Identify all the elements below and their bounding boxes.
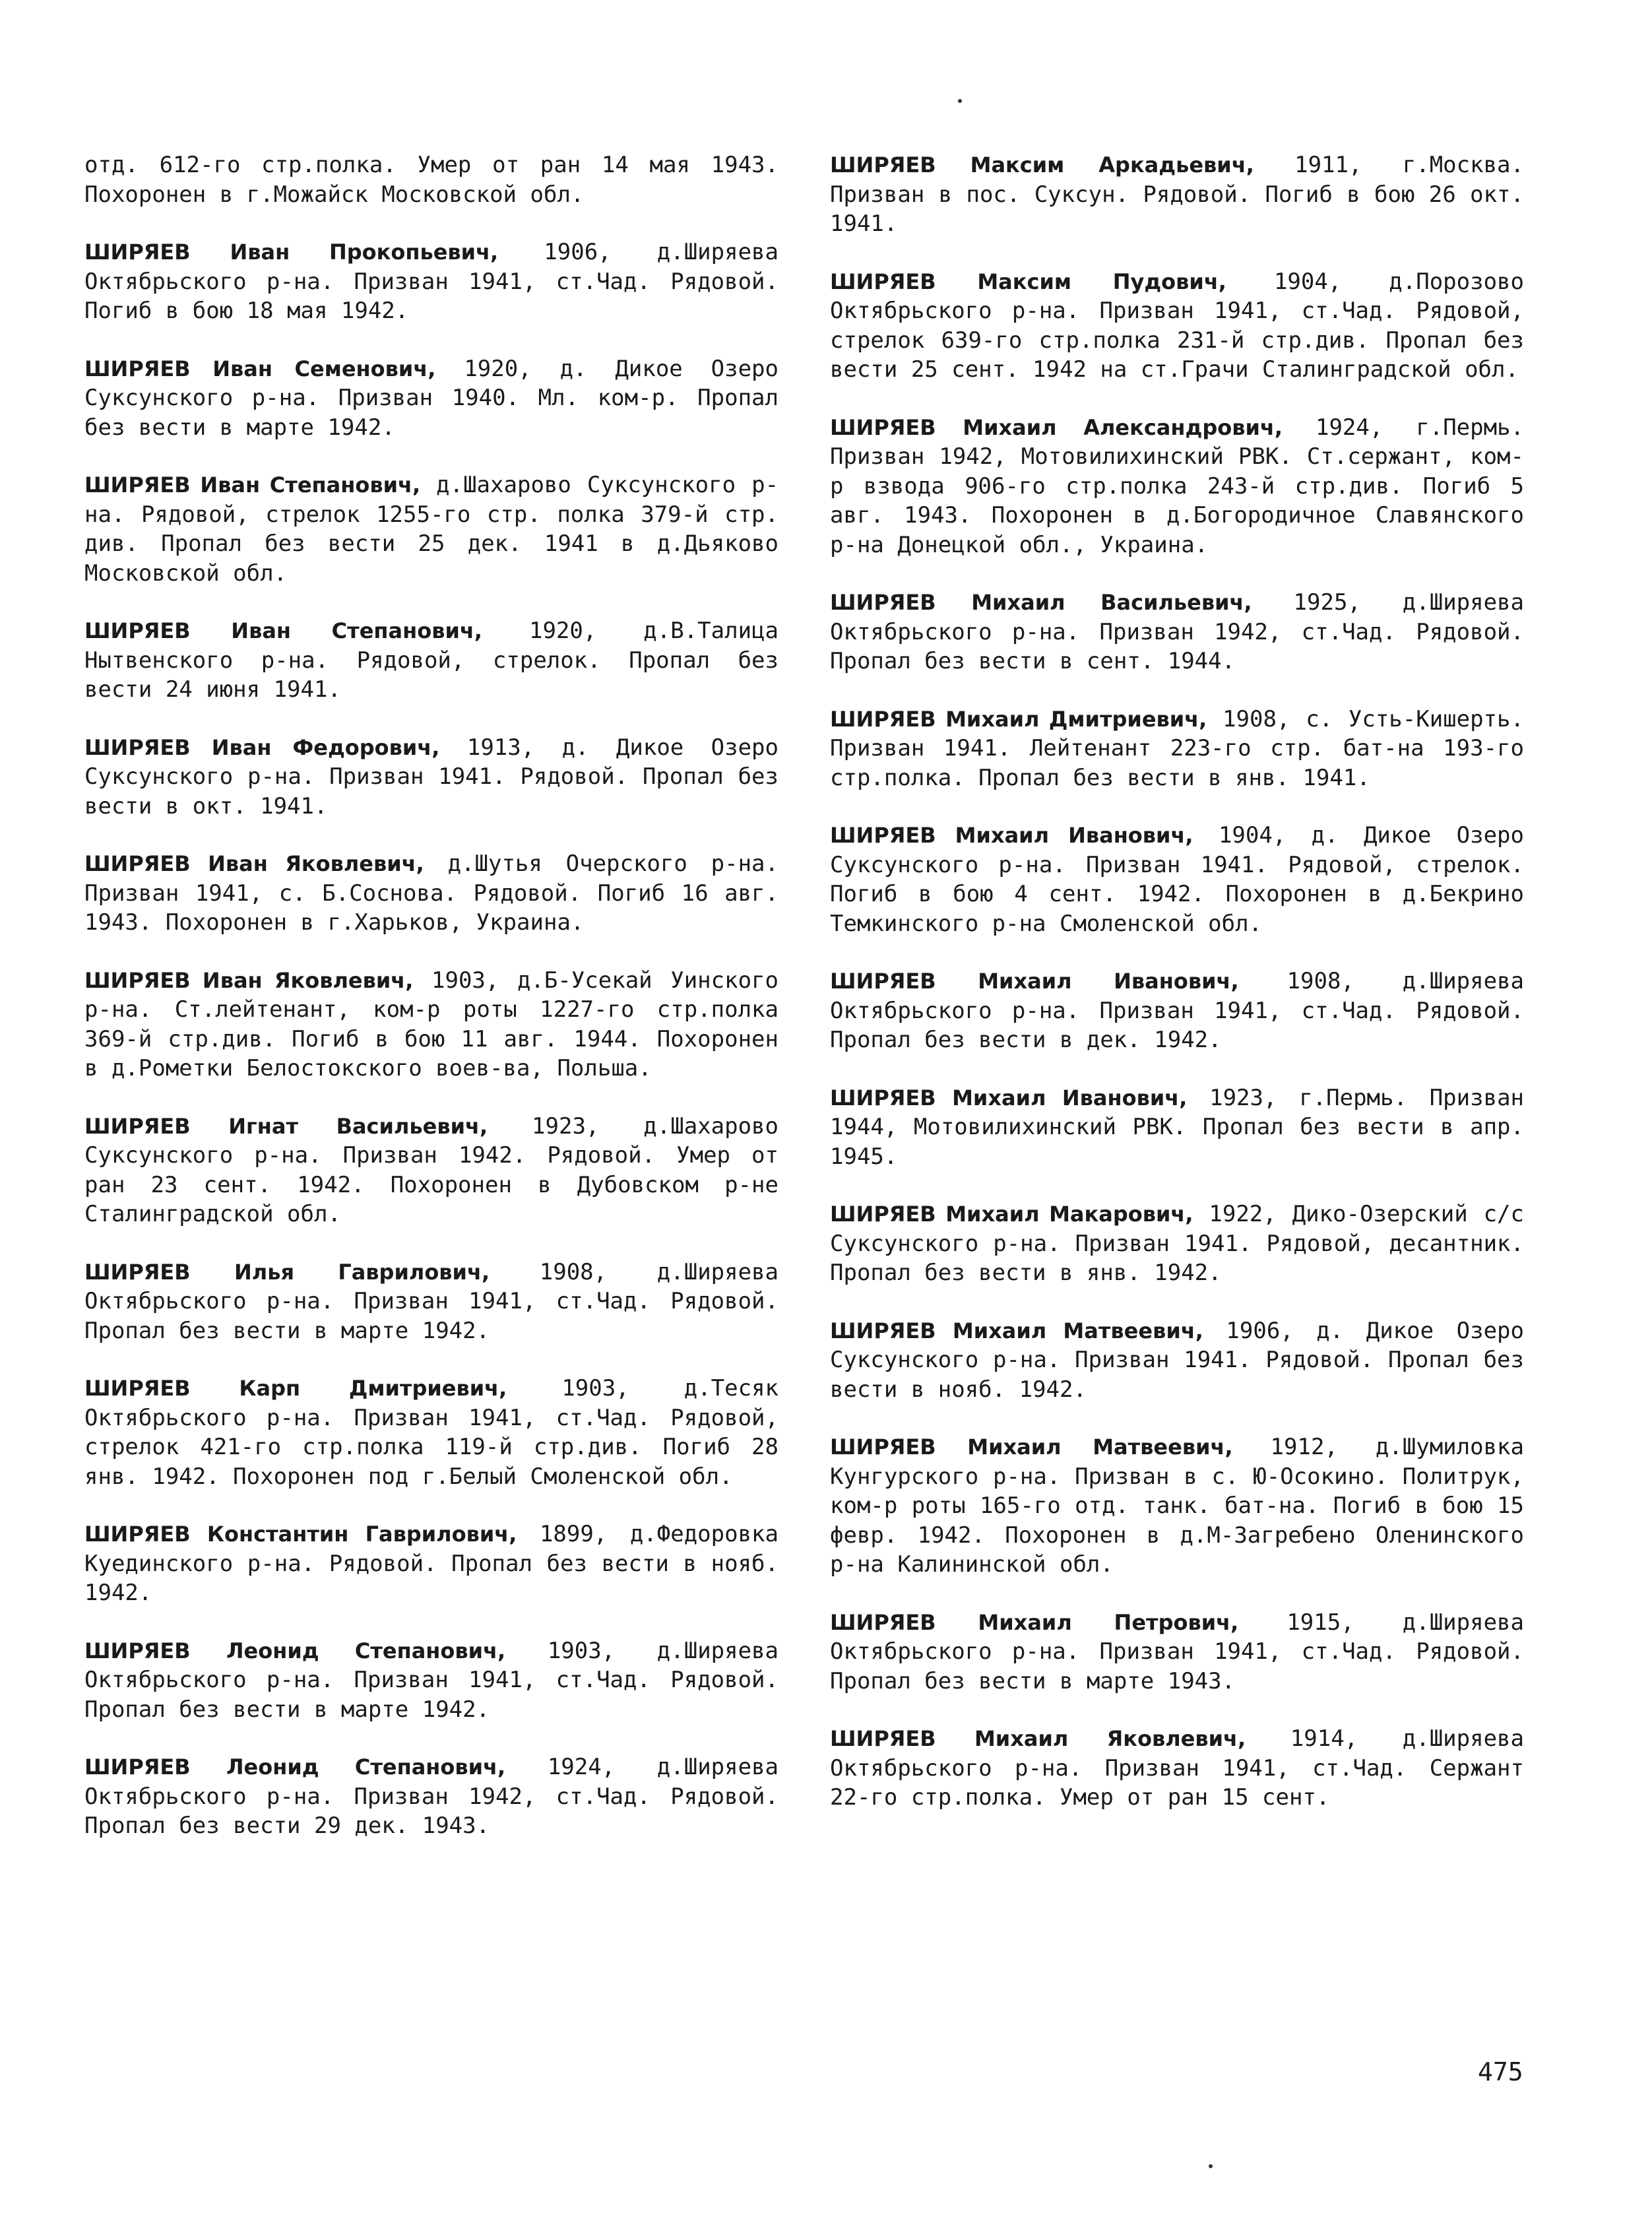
entry-text: 1906, д. Дикое Озеро Суксунского р-на. Призван 1941. Рядовой. Пропал без вести в нояб. 1942. bbox=[830, 1317, 1524, 1403]
entry-text: 1914, д.Ширяева Октябрьского р-на. Призван 1941, ст.Чад. Сержант 22-го стр.полка. Умер от ран 15 сент. bbox=[830, 1725, 1524, 1811]
entry-text: 1924, д.Ширяева Октябрьского р-на. Призван 1942, ст.Чад. Рядовой. Пропал без вести 29 дек. 1943. bbox=[84, 1754, 779, 1839]
biography-entry bbox=[830, 1083, 1524, 1172]
biography-entry bbox=[84, 849, 778, 938]
entry-text: 1915, д.Ширяева Октябрьского р-на. Призван 1941, ст.Чад. Рядовой. Пропал без вести в марте 1943. bbox=[830, 1609, 1524, 1694]
print-speck bbox=[1209, 2164, 1213, 2168]
entry-text: 1908, с. Усть-Кишерть. Призван 1941. Лейтенант 223-го стр. бат-на 193-го стр.полка. Пропал без вести в янв. 1941. bbox=[830, 705, 1524, 791]
entry-text: 1906, д.Ширяева Октябрьского р-на. Призван 1941, ст.Чад. Рядовой. Погиб в бою 18 мая 1942. bbox=[84, 239, 778, 324]
entry-text: д.Шутья Очерского р-на. Призван 1941, с. Б.Соснова. Рядовой. Погиб 16 авг. 1943. Похоронен в г.Харьков, Украина. bbox=[84, 851, 778, 936]
entry-text: 1923, д.Шахарово Суксунского р-на. Призван 1942. Рядовой. Умер от ран 23 сент. 1942. Похоронен в Дубовском р-не Сталинградской обл. bbox=[84, 1112, 778, 1227]
biography-entry bbox=[830, 705, 1524, 793]
person-name: ШИРЯЕВ Михаил Иванович, bbox=[830, 1085, 1188, 1110]
entry-text: 1903, д.Тесяк Октябрьского р-на. Призван 1941, ст.Чад. Рядовой, стрелок 421-го стр.полка 119-й стр.див. Погиб 28 янв. 1942. Похоронен под г.Белый Смоленской обл. bbox=[84, 1375, 779, 1490]
person-name: ШИРЯЕВ Иван Степанович, bbox=[84, 618, 482, 643]
person-name: ШИРЯЕВ Михаил Матвеевич, bbox=[830, 1434, 1233, 1460]
entry-text: 1904, д.Порозово Октябрьского р-на. Призван 1941, ст.Чад. Рядовой, стрелок 639-го стр.полка 231-й стр.див. Пропал без вести 25 сент. 1942 на ст.Грачи Сталинградской обл. bbox=[830, 268, 1524, 383]
entry-text: 1904, д. Дикое Озеро Суксунского р-на. Призван 1941. Рядовой, стрелок. Погиб в бою 4 сент. 1942. Похоронен в д.Бекрино Темкинского р-на Смоленской обл. bbox=[830, 822, 1524, 937]
biography-entry bbox=[84, 354, 778, 443]
person-name: ШИРЯЕВ Иван Яковлевич, bbox=[84, 851, 424, 876]
biography-entry bbox=[830, 267, 1524, 385]
person-name: ШИРЯЕВ Михаил Иванович, bbox=[830, 823, 1193, 848]
entry-text: 1899, д.Федоровка Куединского р-на. Рядовой. Пропал без вести в нояб. 1942. bbox=[84, 1521, 778, 1606]
person-name: ШИРЯЕВ Константин Гаврилович, bbox=[84, 1522, 517, 1547]
person-name: ШИРЯЕВ Иван Яковлевич, bbox=[84, 967, 414, 993]
biography-entry bbox=[84, 733, 778, 821]
biography-entry bbox=[830, 1200, 1524, 1288]
entry-text: 1903, д.Ширяева Октябрьского р-на. Призван 1941, ст.Чад. Рядовой. Пропал без вести в марте 1942. bbox=[84, 1637, 779, 1723]
biography-entry bbox=[830, 967, 1524, 1055]
person-name: ШИРЯЕВ Михаил Матвеевич, bbox=[830, 1318, 1203, 1343]
biography-entry bbox=[830, 1724, 1524, 1813]
person-name: ШИРЯЕВ Иван Прокопьевич, bbox=[84, 240, 499, 265]
biography-entry bbox=[84, 966, 778, 1083]
entry-text: 1922, Дико-Озерский с/с Суксунского р-на. Призван 1941. Рядовой, десантник. Пропал без вести в янв. 1942. bbox=[830, 1201, 1524, 1286]
person-name: ШИРЯЕВ Максим Аркадьевич, bbox=[830, 152, 1254, 177]
biography-entry bbox=[84, 238, 778, 326]
biography-entry bbox=[84, 1258, 778, 1346]
person-name: ШИРЯЕВ Карп Дмитриевич, bbox=[84, 1376, 507, 1401]
entry-text: 1920, д.В.Талица Нытвенского р-на. Рядовой, стрелок. Пропал без вести 24 июня 1941. bbox=[84, 618, 778, 703]
biography-entry bbox=[84, 1636, 778, 1725]
entry-text: отд. 612-го стр.полка. Умер от ран 14 мая 1943. Похоронен в г.Можайск Московской обл. bbox=[84, 152, 778, 208]
biography-entry bbox=[830, 821, 1524, 938]
biography-entry bbox=[830, 1316, 1524, 1405]
person-name: ШИРЯЕВ Михаил Александрович, bbox=[830, 414, 1283, 440]
person-name: ШИРЯЕВ Михаил Дмитриевич, bbox=[830, 706, 1207, 732]
entry-text: 1908, д.Ширяева Октябрьского р-на. Призван 1941, ст.Чад. Рядовой. Пропал без вести в дек. 1942. bbox=[830, 968, 1525, 1053]
person-name: ШИРЯЕВ Иван Семенович, bbox=[84, 356, 436, 381]
person-name: ШИРЯЕВ Михаил Яковлевич, bbox=[830, 1726, 1246, 1751]
biography-entry bbox=[84, 1374, 778, 1491]
biography-entry bbox=[830, 588, 1524, 676]
entry-text: 1911, г.Москва. Призван в пос. Суксун. Рядовой. Погиб в бою 26 окт. 1941. bbox=[830, 152, 1524, 237]
entry-text: 1923, г.Пермь. Призван 1944, Мотовилихинский РВК. Пропал без вести в апр. 1945. bbox=[830, 1084, 1525, 1170]
biography-entry bbox=[830, 150, 1524, 239]
page-number: 475 bbox=[1478, 2057, 1523, 2086]
biography-entry bbox=[84, 150, 778, 209]
entry-text: 1913, д. Дикое Озеро Суксунского р-на. Призван 1941. Рядовой. Пропал без вести в окт. 1941. bbox=[84, 734, 778, 819]
biography-entry bbox=[84, 616, 778, 705]
biography-entry bbox=[84, 470, 778, 588]
person-name: ШИРЯЕВ Иван Степанович, bbox=[84, 472, 421, 498]
person-name: ШИРЯЕВ Илья Гаврилович, bbox=[84, 1259, 490, 1285]
entry-text: 1912, д.Шумиловка Кунгурского р-на. Призван в с. Ю-Осокино. Политрук, ком-р роты 165-го отд. танк. бат-на. Погиб в бою 15 февр. 1942. Похоронен в д.М-Загребено Оленинского р-на Калининской обл. bbox=[830, 1434, 1524, 1578]
person-name: ШИРЯЕВ Леонид Степанович, bbox=[84, 1754, 506, 1780]
biography-entry bbox=[830, 1608, 1524, 1696]
entry-text: 1908, д.Ширяева Октябрьского р-на. Призван 1941, ст.Чад. Рядовой. Пропал без вести в марте 1942. bbox=[84, 1258, 779, 1344]
person-name: ШИРЯЕВ Михаил Макарович, bbox=[830, 1202, 1193, 1227]
person-name: ШИРЯЕВ Михаил Петрович, bbox=[830, 1609, 1239, 1635]
entry-text: 1903, д.Б-Усекай Уинского р-на. Ст.лейтенант, ком-р роты 1227-го стр.полка 369-й стр.див. Погиб в бою 11 авг. 1944. Похоронен в д.Рометки Белостокского воев-ва, Польша. bbox=[84, 967, 778, 1081]
print-speck bbox=[958, 99, 962, 103]
person-name: ШИРЯЕВ Игнат Васильевич, bbox=[84, 1113, 488, 1139]
biography-entry bbox=[84, 1752, 778, 1841]
person-name: ШИРЯЕВ Иван Федорович, bbox=[84, 734, 440, 760]
entry-text: д.Шахарово Суксунского р-на. Рядовой, стрелок 1255-го стр. полка 379-й стр. див. Пропал без вести 25 дек. 1941 в д.Дьяково Московской обл. bbox=[84, 472, 779, 587]
biography-entry bbox=[84, 1112, 778, 1229]
entry-text: 1920, д. Дикое Озеро Суксунского р-на. Призван 1940. Мл. ком-р. Пропал без вести в марте 1942. bbox=[84, 355, 778, 441]
entry-text: 1924, г.Пермь. Призван 1942, Мотовилихинский РВК. Ст.сержант, ком-р взвода 906-го стр.полка 243-й стр.див. Погиб 5 авг. 1943. Похоронен в д.Богородичное Славянского р-на Донецкой обл., Украина. bbox=[830, 414, 1525, 558]
entry-text: 1925, д.Ширяева Октябрьского р-на. Призван 1942, ст.Чад. Рядовой. Пропал без вести в сент. 1944. bbox=[830, 589, 1525, 674]
person-name: ШИРЯЕВ Максим Пудович, bbox=[830, 269, 1226, 294]
biography-entry bbox=[84, 1520, 778, 1608]
right-column bbox=[830, 150, 1524, 1841]
person-name: ШИРЯЕВ Леонид Степанович, bbox=[84, 1638, 506, 1663]
person-name: ШИРЯЕВ Михаил Иванович, bbox=[830, 969, 1239, 994]
biography-entry bbox=[830, 413, 1524, 560]
person-name: ШИРЯЕВ Михаил Васильевич, bbox=[830, 590, 1252, 615]
biography-entry bbox=[830, 1432, 1524, 1580]
left-column bbox=[84, 150, 778, 1869]
